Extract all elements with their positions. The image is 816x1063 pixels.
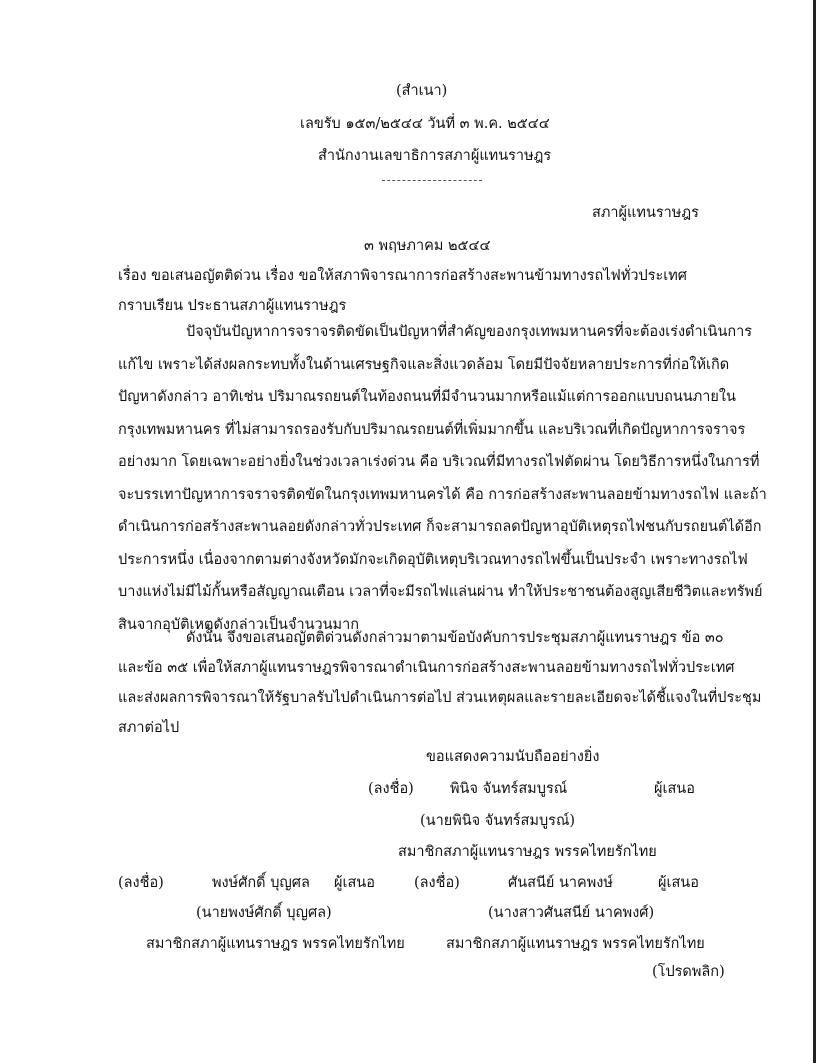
- paragraph-line: ดำเนินการก่อสร้างสะพานลอยดังกล่าวทั่วประเทศ ก็จะสามารถลดปัญหาอุบัติเหตุรถไฟชนกับรถยนต์ได้อีก: [118, 519, 762, 535]
- right-signer-name: ศันสนีย์ นาคพงษ์: [508, 875, 613, 891]
- main-signer-full-name: (นายพินิจ จันทร์สมบูรณ์): [420, 813, 576, 829]
- right-signer-role: ผู้เสนอ: [658, 875, 699, 891]
- paragraph-line: และข้อ ๓๕ เพื่อให้สภาผู้แทนราษฎรพิจารณาดำเนินการก่อสร้างสะพานลอยข้ามทางรถไฟทั่วประเทศ: [118, 660, 735, 676]
- left-signer-role: ผู้เสนอ: [334, 875, 375, 891]
- closing: ขอแสดงความนับถืออย่างยิ่ง: [426, 749, 600, 765]
- paragraph-line: ประการหนึ่ง เนื่องจากตามต่างจังหวัดมักจะเกิดอุบัติเหตุบริเวณทางรถไฟขึ้นเป็นประจำ เพราะทางรถไฟ: [118, 551, 748, 568]
- paragraph-line: อย่างมาก โดยเฉพาะอย่างยิ่งในช่วงเวลาเร่งด่วน คือ บริเวณที่มีทางรถไฟตัดผ่าน โดยวิธีการหนึ่งในการที่: [118, 454, 760, 470]
- left-signer-full-name: (นายพงษ์ศักดิ์ บุญศล): [196, 905, 332, 921]
- main-signer-name: พินิจ จันทร์สมบูรณ์: [450, 781, 568, 797]
- paragraph-line: บางแห่งไม่มีไม้กั้นหรือสัญญาณเตือน เวลาที่จะมีรถไฟแล่นผ่าน ทำให้ประชาชนต้องสูญเสียชีวิตและทรัพย์: [118, 584, 763, 600]
- main-signer-role: ผู้เสนอ: [654, 781, 695, 797]
- main-signer-position: สมาชิกสภาผู้แทนราษฎร พรรคไทยรักไทย: [398, 844, 657, 860]
- left-signer-name: พงษ์ศักดิ์ บุญศล: [212, 875, 310, 891]
- right-signer-position: สมาชิกสภาผู้แทนราษฎร พรรคไทยรักไทย: [446, 936, 705, 952]
- paragraph-line: กรุงเทพมหานคร ที่ไม่สามารถรองรับกับปริมาณรถยนต์ที่เพิ่มมากขึ้น และบริเวณที่เกิดปัญหาการจราจร: [118, 421, 746, 438]
- left-signer-position: สมาชิกสภาผู้แทนราษฎร พรรคไทยรักไทย: [146, 936, 405, 952]
- paragraph-line: และส่งผลการพิจารณาให้รัฐบาลรับไปดำเนินการต่อไป ส่วนเหตุผลและรายละเอียดจะได้ชี้แจงในที่ประชุม: [118, 690, 762, 706]
- paragraph-line: จะบรรเทาปัญหาการจราจรติดขัดในกรุงเทพมหานครได้ คือ การก่อสร้างสะพานลอยข้ามทางรถไฟ และถ้า: [118, 486, 767, 503]
- right-signer-full-name: (นางสาวศันสนีย์ นาคพงศ์): [488, 905, 655, 921]
- receipt-number: เลขรับ ๑๕๓/๒๕๔๔ วันที่ ๓ พ.ค. ๒๕๔๔: [300, 116, 550, 132]
- paragraph-line: ปัจจุบันปัญหาการจราจรติดขัดเป็นปัญหาที่สำคัญของกรุงเทพมหานครที่จะต้องเร่งดำเนินการ: [186, 324, 753, 340]
- main-sign-label: (ลงชื่อ): [368, 781, 414, 797]
- paragraph-line: สภาต่อไป: [118, 720, 180, 736]
- paragraph-1: [118, 322, 767, 647]
- office-name: สำนักงานเลขาธิการสภาผู้แทนราษฎร: [318, 148, 552, 164]
- document-date: ๓ พฤษภาคม ๒๕๔๔: [364, 238, 491, 254]
- organization: สภาผู้แทนราษฎร: [592, 205, 699, 221]
- header-divider: [382, 180, 482, 181]
- please-turn-over: (โปรดพลิก): [652, 964, 725, 980]
- paragraph-line: ปัญหาดังกล่าว อาทิเช่น ปริมาณรถยนต์ในท้องถนนที่มีจำนวนมากหรือแม้แต่การออกแบบถนนภายใน: [118, 389, 736, 405]
- paragraph-2: [118, 628, 762, 748]
- left-sign-label: (ลงชื่อ): [118, 875, 164, 891]
- paragraph-line: แก้ไข เพราะได้ส่งผลกระทบทั้งในด้านเศรษฐกิจและสิ่งแวดล้อม โดยมีปัจจัยหลายประการที่ก่อให้เกิด: [118, 356, 730, 373]
- copy-label: (สำเนา): [396, 83, 448, 99]
- subject-line: เรื่อง ขอเสนอญัตติด่วน เรื่อง ขอให้สภาพิจารณาการก่อสร้างสะพานข้ามทางรถไฟทั่วประเทศ: [118, 268, 688, 284]
- salutation: กราบเรียน ประธานสภาผู้แทนราษฎร: [118, 298, 347, 314]
- paragraph-line: ดังนั้น จึงขอเสนอญัตติด่วนดังกล่าวมาตามข้อบังคับการประชุมสภาผู้แทนราษฎร ข้อ ๓๐: [186, 630, 724, 646]
- right-sign-label: (ลงชื่อ): [414, 875, 460, 891]
- paragraph-line: สินจากอุบัติเหตุดังกล่าวเป็นจำนวนมาก: [118, 616, 360, 633]
